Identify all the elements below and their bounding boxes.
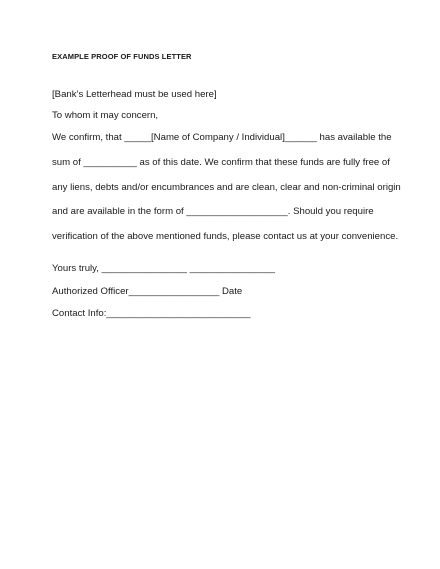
body-line-3: any liens, debts and/or encumbrances and are clean, clear and non-criminal origin	[52, 182, 401, 193]
body-line-4: and are available in the form of ___________________. Should you require	[52, 206, 374, 217]
authorized-officer-line: Authorized Officer_________________ Date	[52, 286, 243, 297]
contact-info-line: Contact Info:___________________________	[52, 308, 251, 319]
body-line-2: sum of __________ as of this date. We confirm that these funds are fully free of	[52, 157, 390, 168]
body-line-1: We confirm, that _____[Name of Company / Individual]______ has available the	[52, 132, 392, 143]
letter-title: EXAMPLE PROOF OF FUNDS LETTER	[52, 52, 192, 61]
salutation: To whom it may concern,	[52, 110, 159, 121]
letterhead-placeholder: [Bank’s Letterhead must be used here]	[52, 89, 217, 100]
body-line-5: verification of the above mentioned funds, please contact us at your convenience.	[52, 231, 399, 242]
closing-signature-line: Yours truly, ________________ ________________	[52, 263, 275, 274]
